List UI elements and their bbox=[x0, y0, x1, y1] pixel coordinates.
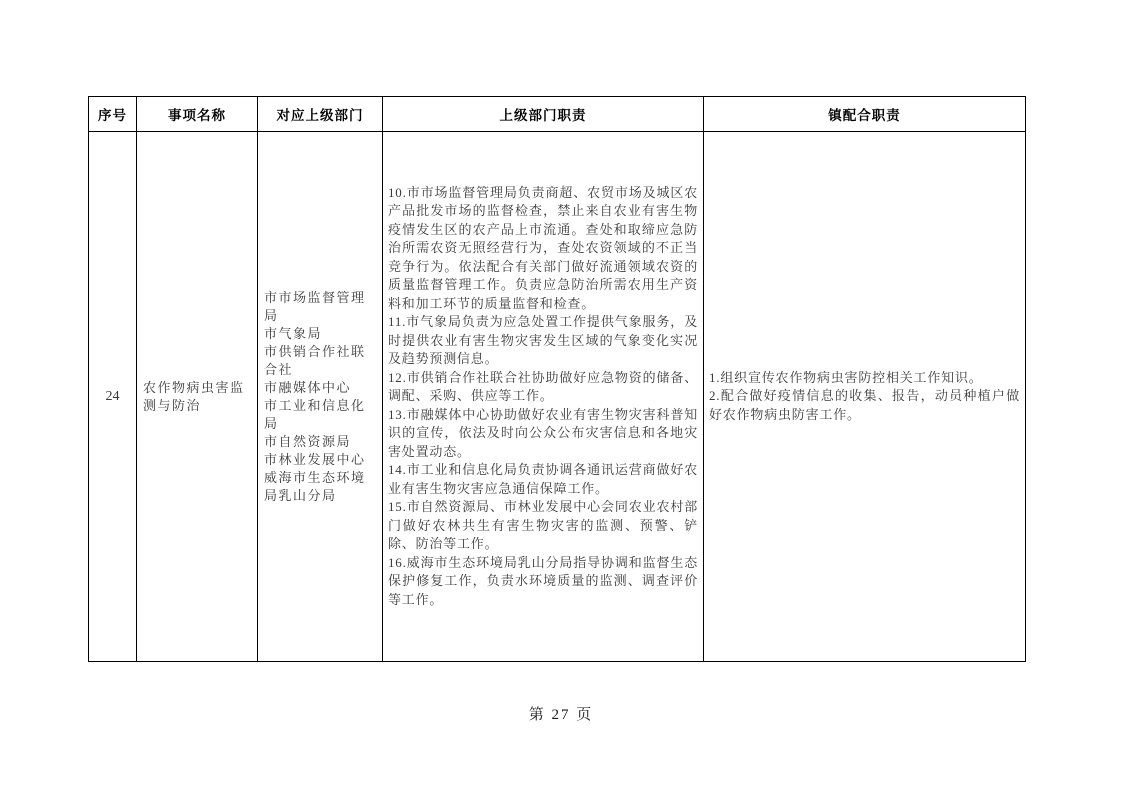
cell-item-name: 农作物病虫害监测与防治 bbox=[137, 132, 258, 662]
superior-duty-item: 15.市自然资源局、市林业发展中心会同农业农村部门做好农林共生有害生物灾害的监测、预警、铲除、防治等工作。 bbox=[388, 499, 698, 552]
cell-serial-number: 24 bbox=[89, 132, 137, 662]
page-number: 第 27 页 bbox=[528, 707, 594, 723]
header-superior-duties: 上级部门职责 bbox=[383, 97, 704, 132]
superior-duty-item: 12.市供销合作社联合社协助做好应急物资的储备、调配、采购、供应等工作。 bbox=[388, 369, 698, 404]
department-item: 市林业发展中心 bbox=[264, 451, 366, 467]
header-serial-number: 序号 bbox=[89, 97, 137, 132]
superior-duty-item: 14.市工业和信息化局负责协调各通讯运营商做好农业有害生物灾害应急通信保障工作。 bbox=[388, 462, 698, 496]
cell-departments bbox=[258, 132, 383, 662]
department-item: 市工业和信息化局 bbox=[264, 397, 366, 431]
superior-duty-item: 10.市市场监督管理局负责商超、农贸市场及城区农产品批发市场的监督检查，禁止来自农业有害生物疫情发生区的农产品上市流通。查处和取缔应急防治所需农资无照经营行为，查处农资领域的不正当竞争行为。依法配合有关部门做好流通领域农资的质量监督管理工作。负责应急防治所需农用生产资料和加工环节的质量监督和检查。 bbox=[388, 184, 698, 311]
header-row bbox=[89, 97, 1026, 132]
header-item-name: 事项名称 bbox=[137, 97, 258, 132]
department-item: 市自然资源局 bbox=[264, 433, 352, 449]
department-item: 市气象局 bbox=[264, 325, 323, 341]
department-item: 市融媒体中心 bbox=[264, 379, 352, 395]
department-item: 威海市生态环境局乳山分局 bbox=[264, 469, 366, 503]
duties-table bbox=[88, 96, 1026, 662]
superior-duty-item: 16.威海市生态环境局乳山分局指导协调和监督生态保护修复工作，负责水环境质量的监测、调查评价等工作。 bbox=[388, 554, 698, 607]
table-row bbox=[89, 132, 1026, 662]
header-superior-department: 对应上级部门 bbox=[258, 97, 383, 132]
town-duty-item: 2.配合做好疫情信息的收集、报告，动员种植户做好农作物病虫防害工作。 bbox=[709, 388, 1020, 422]
superior-duty-item: 13.市融媒体中心协助做好农业有害生物灾害科普知识的宣传，依法及时向公众公布灾害信息和各地灾害处置动态。 bbox=[388, 406, 698, 459]
header-town-duties: 镇配合职责 bbox=[704, 97, 1026, 132]
town-duty-item: 1.组织宣传农作物病虫害防控相关工作知识。 bbox=[709, 369, 983, 385]
cell-town-duties bbox=[704, 132, 1026, 662]
cell-superior-duties bbox=[383, 132, 704, 662]
department-item: 市供销合作社联合社 bbox=[264, 343, 366, 377]
department-item: 市市场监督管理局 bbox=[264, 289, 366, 323]
superior-duty-item: 11.市气象局负责为应急处置工作提供气象服务，及时提供农业有害生物灾害发生区域的气象变化实况及趋势预测信息。 bbox=[388, 314, 698, 367]
